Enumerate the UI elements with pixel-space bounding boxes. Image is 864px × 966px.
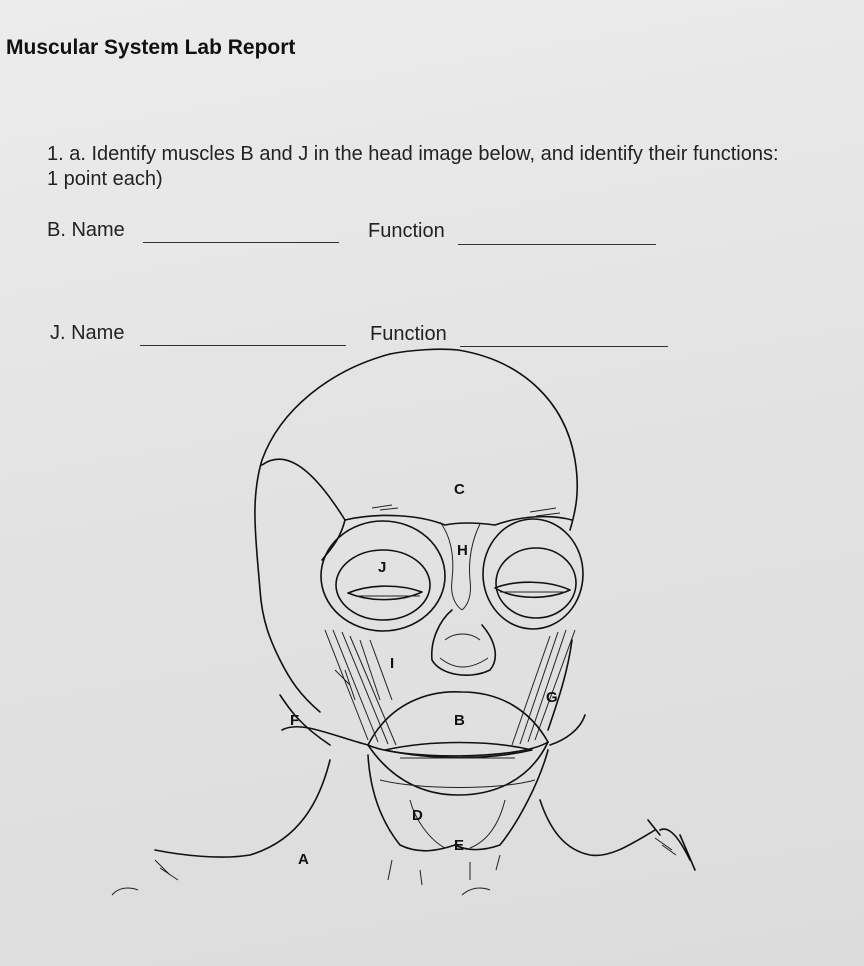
j-name-label: J. Name	[50, 322, 125, 344]
label-h: H	[457, 542, 468, 559]
label-e: E	[454, 837, 465, 854]
label-f: F	[290, 712, 300, 729]
b-name-blank[interactable]	[143, 242, 339, 243]
b-name-label: B. Name	[47, 219, 125, 241]
label-j: J	[378, 559, 387, 576]
question-line-1: 1. a. Identify muscles B and J in the head image below, and identify their functions:	[47, 143, 779, 165]
head-muscle-diagram	[0, 340, 864, 960]
structure-labels	[290, 481, 558, 868]
label-d: D	[412, 807, 423, 824]
right-orbit	[483, 519, 583, 629]
label-i: I	[390, 655, 395, 672]
skull-outline	[255, 349, 577, 660]
b-function-label: Function	[368, 220, 445, 242]
label-b: B	[454, 712, 465, 729]
label-g: G	[546, 689, 558, 706]
left-orbit	[321, 521, 445, 631]
b-function-blank[interactable]	[458, 244, 656, 245]
document-title: Muscular System Lab Report	[6, 36, 296, 59]
nose-and-cheek-muscles	[280, 610, 575, 745]
frontalis-procerus	[440, 522, 480, 610]
label-c: C	[454, 481, 465, 498]
chin-and-neck	[112, 695, 695, 895]
label-a: A	[298, 851, 309, 868]
j-function-label: Function	[370, 323, 447, 345]
question-line-2: 1 point each)	[47, 168, 163, 190]
question-1a	[47, 142, 864, 192]
